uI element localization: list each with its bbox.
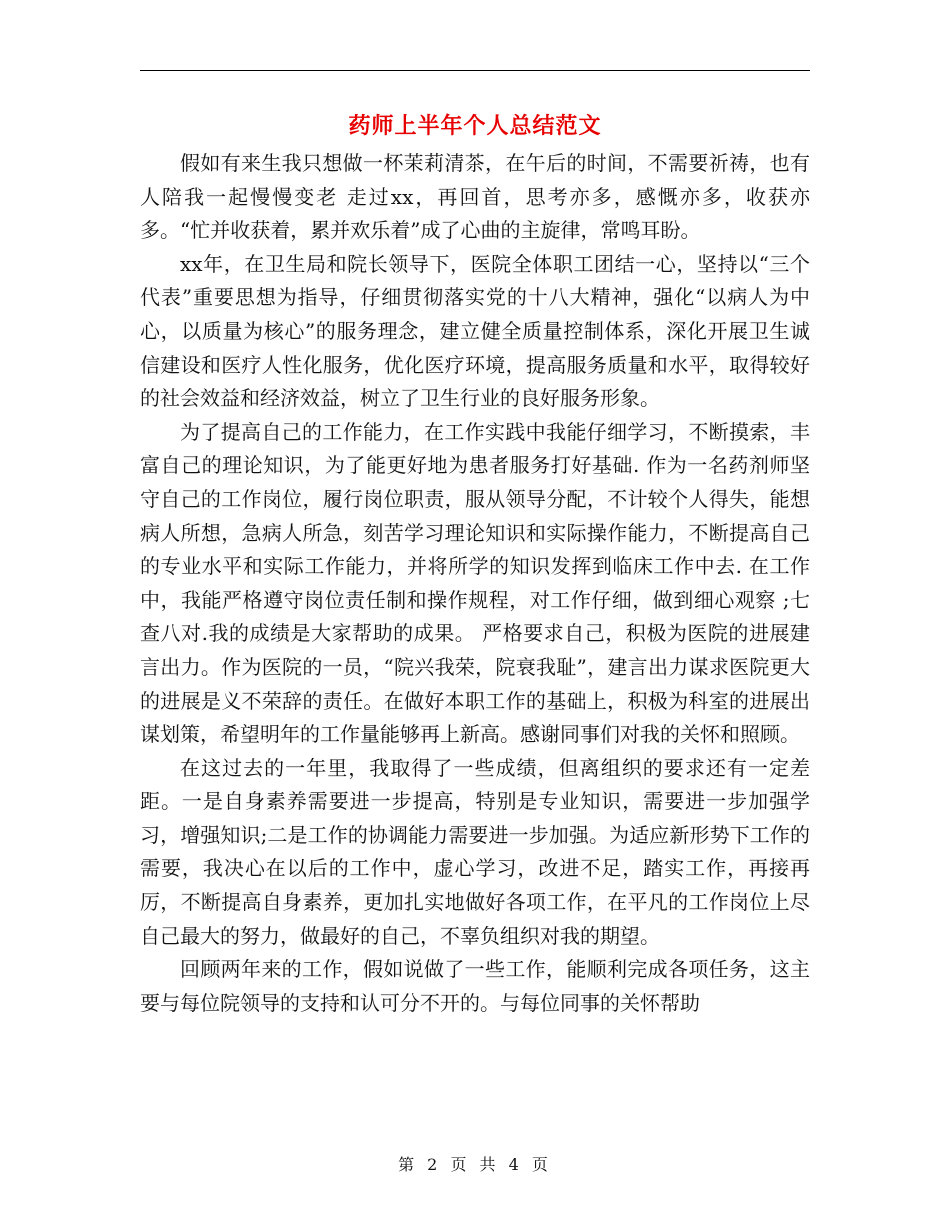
- paragraph-1: 假如有来生我只想做一杯茉莉清茶，在午后的时间，不需要祈祷，也有人陪我一起慢慢变老 走过xx，再回首，思考亦多，感慨亦多，收获亦多。“忙并收获着，累并欢乐着”成了心曲的主旋律，常鸣耳盼。: [140, 151, 810, 243]
- page-number-footer: 第 2 页 共 4 页: [398, 1155, 552, 1174]
- paragraph-2: xx年，在卫生局和院长领导下，医院全体职工团结一心，坚持以“三个代表”重要思想为指导，仔细贯彻落实党的十八大精神，强化“以病人为中心，以质量为核心”的服务理念，建立健全质量控制体系，深化开展卫生诚信建设和医疗人性化服务，优化医疗环境，提高服务质量和水平，取得较好的社会效益和经济效益，树立了卫生行业的良好服务形象。: [140, 251, 810, 411]
- paragraph-5: 回顾两年来的工作，假如说做了一些工作，能顺利完成各项任务，这主要与每位院领导的支持和认可分不开的。与每位同事的关怀帮助: [140, 957, 810, 1015]
- paragraph-4: 在这过去的一年里，我取得了一些成绩，但离组织的要求还有一定差距。一是自身素养需要进一步提高，特别是专业知识，需要进一步加强学习，增强知识;二是工作的协调能力需要进一步加强。为适应新形势下工作的需要，我决心在以后的工作中，虚心学习，改进不足，踏实工作，再接再厉，不断提高自身素养，更加扎实地做好各项工作，在平凡的工作岗位上尽自己最大的努力，做最好的自己，不辜负组织对我的期望。: [140, 755, 810, 948]
- header-rule: [140, 70, 810, 71]
- document-title: 药师上半年个人总结范文: [348, 113, 602, 139]
- paragraph-3: 为了提高自己的工作能力，在工作实践中我能仔细学习，不断摸索，丰富自己的理论知识，为了能更好地为患者服务打好基础. 作为一名药剂师坚守自己的工作岗位，履行岗位职责，服从领导分配，不计较个人得失，能想病人所想，急病人所急，刻苦学习理论知识和实际操作能力，不断提高自己的专业水平和实际工作能力，并将所学的知识发挥到临床工作中去. 在工作中，我能严格遵守岗位责任制和操作规程，对工作仔细，做到细心观察 ;七查八对.我的成绩是大家帮助的成果。 严格要求自己，积极为医院的进展建言出力。作为医院的一员，“院兴我荣，院衰我耻”，建言出力谋求医院更大的进展是义不荣辞的责任。在做好本职工作的基础上，积极为科室的进展出谋划策，希望明年的工作量能够再上新高。感谢同事们对我的关怀和照顾。: [140, 419, 810, 747]
- document-body: [140, 147, 810, 1020]
